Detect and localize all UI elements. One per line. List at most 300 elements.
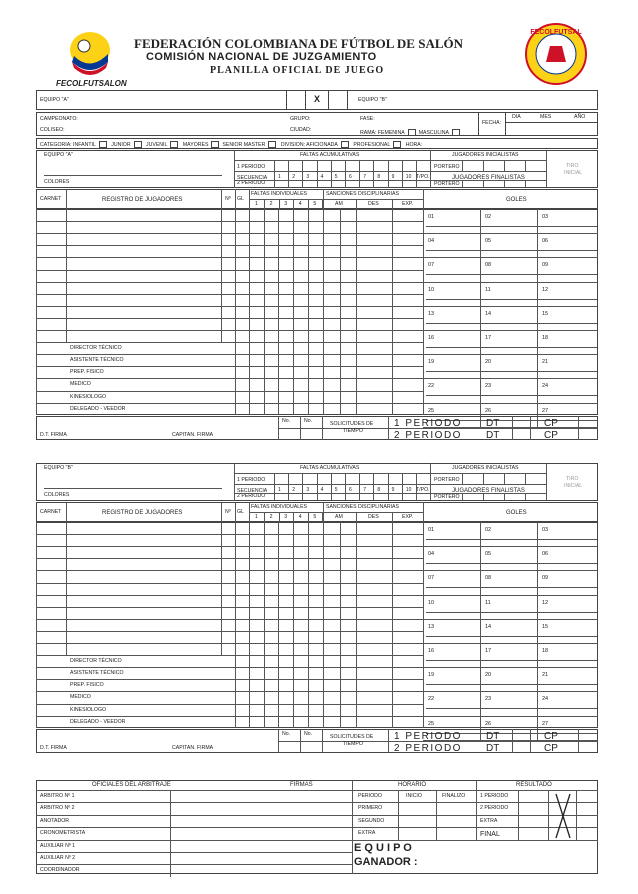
goal-slot-number: 07 [428,262,435,269]
rama-group [360,129,463,136]
staff-label[interactable]: DELEGADO - VEEDOR [70,405,126,412]
player-row-line [36,546,423,547]
sequence-number: 6 [349,487,352,493]
junior-checkbox[interactable] [134,141,142,148]
goal-slot-number: 25 [428,407,435,414]
numero-header: Nº [225,509,231,515]
goal-slot-number: 07 [428,575,435,582]
goal-slot-number: 21 [542,672,549,679]
division-label: DIVISION: AFICIONADA [280,141,338,148]
goal-slot-number: 19 [428,672,435,679]
falta-number: 4 [298,201,302,207]
separator-cell [328,90,348,110]
colores-label[interactable]: COLORES [44,492,70,498]
portero-label: PORTERO [434,477,460,483]
rule [504,180,505,188]
des-header: DES [368,514,379,520]
mayores-checkbox[interactable] [211,141,219,148]
goal-slot-number: 09 [542,262,549,269]
rule [345,473,346,501]
team-name-line [44,175,222,176]
sequence-number: 1 [278,487,281,493]
secuencia-label: SECUENCIA [237,488,268,494]
document-name: PLANILLA OFICIAL DE JUEGO [210,65,385,76]
rule [398,790,399,840]
staff-label[interactable]: MEDICO [70,694,91,701]
exp-header: EXP. [402,201,414,207]
dt-firma-label[interactable]: D.T. FIRMA [40,744,67,751]
staff-label[interactable]: KINESIOLOGO [70,393,107,400]
rule [578,729,579,753]
rule [345,160,346,188]
goal-row-line [423,595,598,596]
resultado-row-line [476,802,598,803]
goal-slot-number: 14 [485,623,492,630]
falta-number: 3 [284,201,288,207]
dt-timeout: DT [486,730,500,742]
juvenil-checkbox[interactable] [170,141,178,148]
resultado-row-line [476,815,598,816]
rule [388,473,389,501]
jugadores-iniciales-header: JUGADORES INICIALISTAS [452,152,519,158]
player-row-line [36,631,423,632]
rule [388,160,389,188]
rule [525,180,526,188]
rule [423,502,424,522]
rule [430,160,546,161]
player-row-line [36,679,423,680]
goal-slot-number: 05 [485,551,492,558]
rule [483,160,484,171]
rule [462,160,463,171]
tiro-label: TIRO [566,476,579,482]
goal-row-line [423,233,598,234]
rule [264,199,265,209]
carnet-header: CARNET [40,196,62,202]
rule [356,199,357,209]
goal-slot-number: 27 [542,720,549,727]
resultado-label: FINAL [480,831,500,839]
jugadores-iniciales-header: JUGADORES INICIALISTAS [452,465,519,471]
rule [66,522,67,655]
rule [221,189,222,209]
player-row-line [36,403,423,404]
colores-label[interactable]: COLORES [44,179,70,185]
rule [264,512,265,522]
cp-timeout: CP [544,429,558,441]
goal-slot-number: 04 [428,238,435,245]
goal-slot-number: 24 [542,696,549,703]
goal-row-line [423,716,598,717]
rule [546,463,547,501]
player-row-line [36,583,423,584]
sequence-number: 8 [377,174,381,180]
staff-label[interactable]: MEDICO [70,381,91,388]
goal-slot-number: 10 [428,286,435,293]
player-row-line [36,354,423,355]
falta-number: 2 [269,201,273,207]
horario-label: PERIODO [358,793,382,799]
goal-slot-number: 04 [428,551,435,558]
player-row-line [36,691,423,692]
sequence-number: 2 [292,487,295,493]
rule [293,512,294,522]
goal-row-line [423,282,598,283]
sequence-number: 3 [306,174,310,180]
goal-slot-number: 17 [485,648,492,654]
rule [235,502,236,522]
gl-header: GL [237,196,244,202]
goal-slot-number: 02 [485,214,492,220]
rule [392,522,393,728]
player-row-line [36,282,423,283]
goal-row-line [423,403,598,404]
goal-row-line [423,691,598,692]
resultado-header: RESULTADO [516,782,552,788]
equipo-ganador-label: E Q U I P O [354,842,412,854]
rule [483,180,484,188]
rule [278,209,279,415]
horario-label: EXTRA [358,830,376,837]
goal-slot-number: 19 [428,359,435,366]
no-label: No. [282,730,291,737]
player-row-line [36,607,423,608]
official-role[interactable]: ANOTADOR [40,817,70,824]
numero-header: Nº [225,196,231,202]
periodo-2-timeout: 2 PERIODO [394,429,462,441]
player-row-line [36,534,423,535]
rule [340,209,341,415]
juvenil-label: JUVENIL [146,141,168,148]
goal-slot-number: 14 [485,310,492,317]
goal-slot-number: 03 [542,527,549,533]
rule [462,180,463,188]
falta-number: 3 [284,514,288,520]
rule [359,473,360,501]
goal-slot-number: 22 [428,383,435,390]
resultado-row-line [476,827,598,828]
rule [234,180,430,181]
rule [537,209,538,427]
falta-number: 5 [313,514,317,520]
fase-field[interactable]: FASE: [360,116,375,122]
staff-label[interactable]: ASISTENTE TÉCNICO [70,670,124,677]
player-row-line [36,667,423,668]
rule [402,473,403,501]
player-row-line [36,294,423,295]
goles-header: GOLES [506,197,527,203]
goal-slot-number: 06 [542,238,549,245]
sequence-number: 1 [278,174,281,180]
player-row-line [36,306,423,307]
ganador-label: GANADOR : [354,856,418,868]
resultado-x [552,792,574,840]
sanciones-header: SANCIONES DISCIPLINARIAS [326,191,399,197]
player-row-line [36,221,423,222]
player-row-line [36,619,423,620]
senior-checkbox[interactable] [268,141,276,148]
staff-label[interactable]: KINESIOLOGO [70,706,107,713]
rule [512,416,513,440]
grupo-field[interactable]: GRUPO: [290,116,311,122]
sequence-number: 7 [363,174,366,180]
rule [504,160,505,171]
rule [430,473,546,474]
rule [264,522,265,728]
femenina-checkbox[interactable] [408,129,416,136]
rule [249,522,250,728]
staff-label[interactable]: DIRECTOR TÉCNICO [70,658,122,665]
goal-slot-number: 23 [485,696,492,703]
rule [302,160,303,188]
rule [356,522,357,728]
horario-row-line [352,827,476,828]
rule [323,522,324,728]
goal-slot-number: 24 [542,383,549,390]
date-divider [506,122,598,123]
fecha-label: FECHA: [482,120,502,126]
falta-number: 1 [255,201,258,207]
goal-slot-number: 15 [542,623,549,630]
rule [462,493,463,501]
goal-slot-number: 16 [428,335,435,341]
official-role[interactable]: AUXILIAR Nº 2 [40,855,76,861]
cp-timeout: CP [544,730,558,742]
horario-label: PRIMERO [358,805,383,812]
goal-slot-number: 03 [542,214,549,220]
no-label: No. [282,417,291,424]
rule [293,209,294,415]
goles-header: GOLES [506,510,527,516]
rule [576,790,577,840]
rule [340,522,341,728]
rule [278,428,388,429]
player-row-line [36,716,423,717]
jugadores-finalistas-header: JUGADORES FINALISTAS [452,175,525,181]
officials-row-line [36,840,352,841]
equipo-b-field[interactable]: EQUIPO "B" [358,97,387,103]
rule [308,209,309,415]
goal-slot-number: 27 [542,407,549,414]
capitan-firma-label[interactable]: CAPITAN. FIRMA [172,744,214,751]
staff-label[interactable]: DIRECTOR TÉCNICO [70,345,122,352]
tiro-label: TIRO [566,163,579,169]
portero-label: PORTERO [434,164,460,170]
registro-header: REGISTRO DE JUGADORES [102,510,183,516]
goal-slot-number: 11 [485,286,491,293]
goal-slot-number: 08 [485,575,492,582]
rule [392,209,393,415]
solicitudes-label: SOLICITUDES DE [330,733,374,740]
goal-slot-number: 15 [542,310,549,317]
rule [356,512,357,522]
mes-label: MES [540,114,552,120]
official-role[interactable]: ARBITRO Nº 1 [40,793,75,799]
rule [323,209,324,415]
faltas-individuales-header: FALTAS INDIVIDUALES [251,191,308,197]
categoria-label: CATEGORIA: INFANTIL [40,141,96,148]
rule [546,150,547,188]
dt-timeout: DT [486,417,500,429]
left-logo-text: FECOLFUTSALON [56,79,127,88]
horario-label: SEGUNDO [358,817,385,824]
staff-label[interactable]: PREP. FISICO [70,682,104,689]
rule [234,473,430,474]
sequence-number: 4 [320,487,324,493]
rule [302,473,303,501]
am-header: AM [335,514,343,520]
rule [317,473,318,501]
goal-slot-number: 25 [428,720,435,727]
sequence-number: 7 [363,487,366,493]
rule [352,840,598,841]
staff-label[interactable]: PREP. FISICO [70,369,104,376]
goal-slot-number: 23 [485,383,492,390]
goal-row-line [423,643,598,644]
aficionada-checkbox[interactable] [341,141,349,148]
official-role[interactable]: AUXILIAR Nº 1 [40,842,76,849]
ciudad-field[interactable]: CIUDAD: [290,127,312,133]
horario-row-line [352,790,476,791]
fecolfutsalon-logo [54,20,126,90]
tpo-label: T/PO. [416,174,430,180]
rule [317,160,318,188]
player-row-line [36,704,423,705]
officials-row-line [36,864,352,865]
falta-number: 5 [313,201,317,207]
rule [480,209,481,427]
goal-slot-number: 26 [485,720,492,727]
rule [578,416,579,440]
rule [525,493,526,501]
official-role[interactable]: COORDINADOR [40,867,80,874]
player-row-line [36,378,423,379]
rule [279,512,280,522]
gl-header: GL [237,509,244,515]
rule [359,160,360,188]
rule [430,171,546,172]
rule [249,199,323,200]
rule [537,522,538,740]
official-role[interactable]: CRONOMETRISTA [40,830,86,837]
periodo-1-label: 1 PERIODO [237,477,266,483]
goal-slot-number: 11 [485,599,491,606]
resultado-label: 2 PERIODO [480,805,509,812]
player-row-line [36,245,423,246]
goal-slot-number: 12 [542,599,549,606]
coliseo-field[interactable]: COLISEO: [40,127,65,133]
officials-row-line [36,827,352,828]
goal-slot-number: 02 [485,527,492,533]
faltas-acum-header: FALTAS ACUMULATIVAS [300,465,360,471]
goal-row-line [423,306,598,307]
no-label: No. [304,730,313,737]
rule [235,522,236,728]
resultado-label: EXTRA [480,817,498,824]
horario-row-line [352,815,476,816]
goal-slot-number: 16 [428,648,435,654]
tiempo-label: TIEMPO [343,427,363,434]
capitan-firma-label[interactable]: CAPITAN. FIRMA [172,431,214,438]
rule [66,209,67,342]
masculina-checkbox[interactable] [452,129,460,136]
faltas-acum-header: FALTAS ACUMULATIVAS [300,152,360,158]
profesional-checkbox[interactable] [393,141,401,148]
goal-slot-number: 06 [542,551,549,558]
infantil-checkbox[interactable] [99,141,107,148]
team-label[interactable]: EQUIPO "A" [44,152,73,158]
official-role[interactable]: ARBITRO Nº 2 [40,805,75,812]
rule [483,493,484,501]
rule [66,189,67,209]
rule [480,522,481,740]
horario-header: HORARIO [398,782,427,788]
vs-mark: X [314,94,321,104]
player-row-line [36,643,423,644]
player-row-line [36,391,423,392]
rule [36,209,37,415]
rule [234,484,430,485]
team-label[interactable]: EQUIPO "B" [44,465,73,471]
portero-label: PORTERO [434,494,460,500]
goal-row-line [423,330,598,331]
campeonato-field[interactable]: CAMPEONATO: [40,116,78,122]
officials-row-line [36,790,352,791]
rule [221,522,222,655]
hora-label: HORA: [405,141,423,148]
carnet-header: CARNET [40,509,62,515]
equipo-a-field[interactable]: EQUIPO "A" [40,97,69,103]
staff-label[interactable]: ASISTENTE TÉCNICO [70,357,124,364]
rama-label: RAMA: FEMENINA [360,129,405,136]
goal-row-line [423,619,598,620]
rule [234,150,235,188]
rule [288,473,289,501]
dt-firma-label[interactable]: D.T. FIRMA [40,431,67,438]
am-header: AM [335,201,343,207]
staff-label[interactable]: DELEGADO - VEEDOR [70,718,126,725]
player-row-line [36,233,423,234]
rule [278,741,388,742]
sequence-number: 9 [391,174,395,180]
inicial-label: INICIAL [564,170,583,176]
officials-row-line [36,852,352,853]
rule [293,522,294,728]
rule [278,522,279,728]
goal-slot-number: 12 [542,286,549,293]
goal-row-line [423,354,598,355]
rule [323,199,423,200]
tpo-label: T/PO. [416,487,430,493]
rule [221,209,222,342]
periodo-2-label: 2 PERIODO [237,180,266,186]
goal-slot-number: 10 [428,599,435,606]
rule [288,160,289,188]
rule [476,780,477,840]
goal-slot-number: 21 [542,359,549,366]
goal-slot-number: 20 [485,672,492,679]
rule [235,209,236,415]
rule [430,463,431,501]
rule [274,160,275,188]
senior-label: SENIOR MASTER [222,141,266,148]
rule [518,790,519,840]
resultado-label: 1 PERIODO [480,793,509,799]
exp-header: EXP. [402,514,414,520]
sequence-number: 10 [405,174,412,180]
rule [548,790,549,840]
goal-slot-number: 08 [485,262,492,269]
